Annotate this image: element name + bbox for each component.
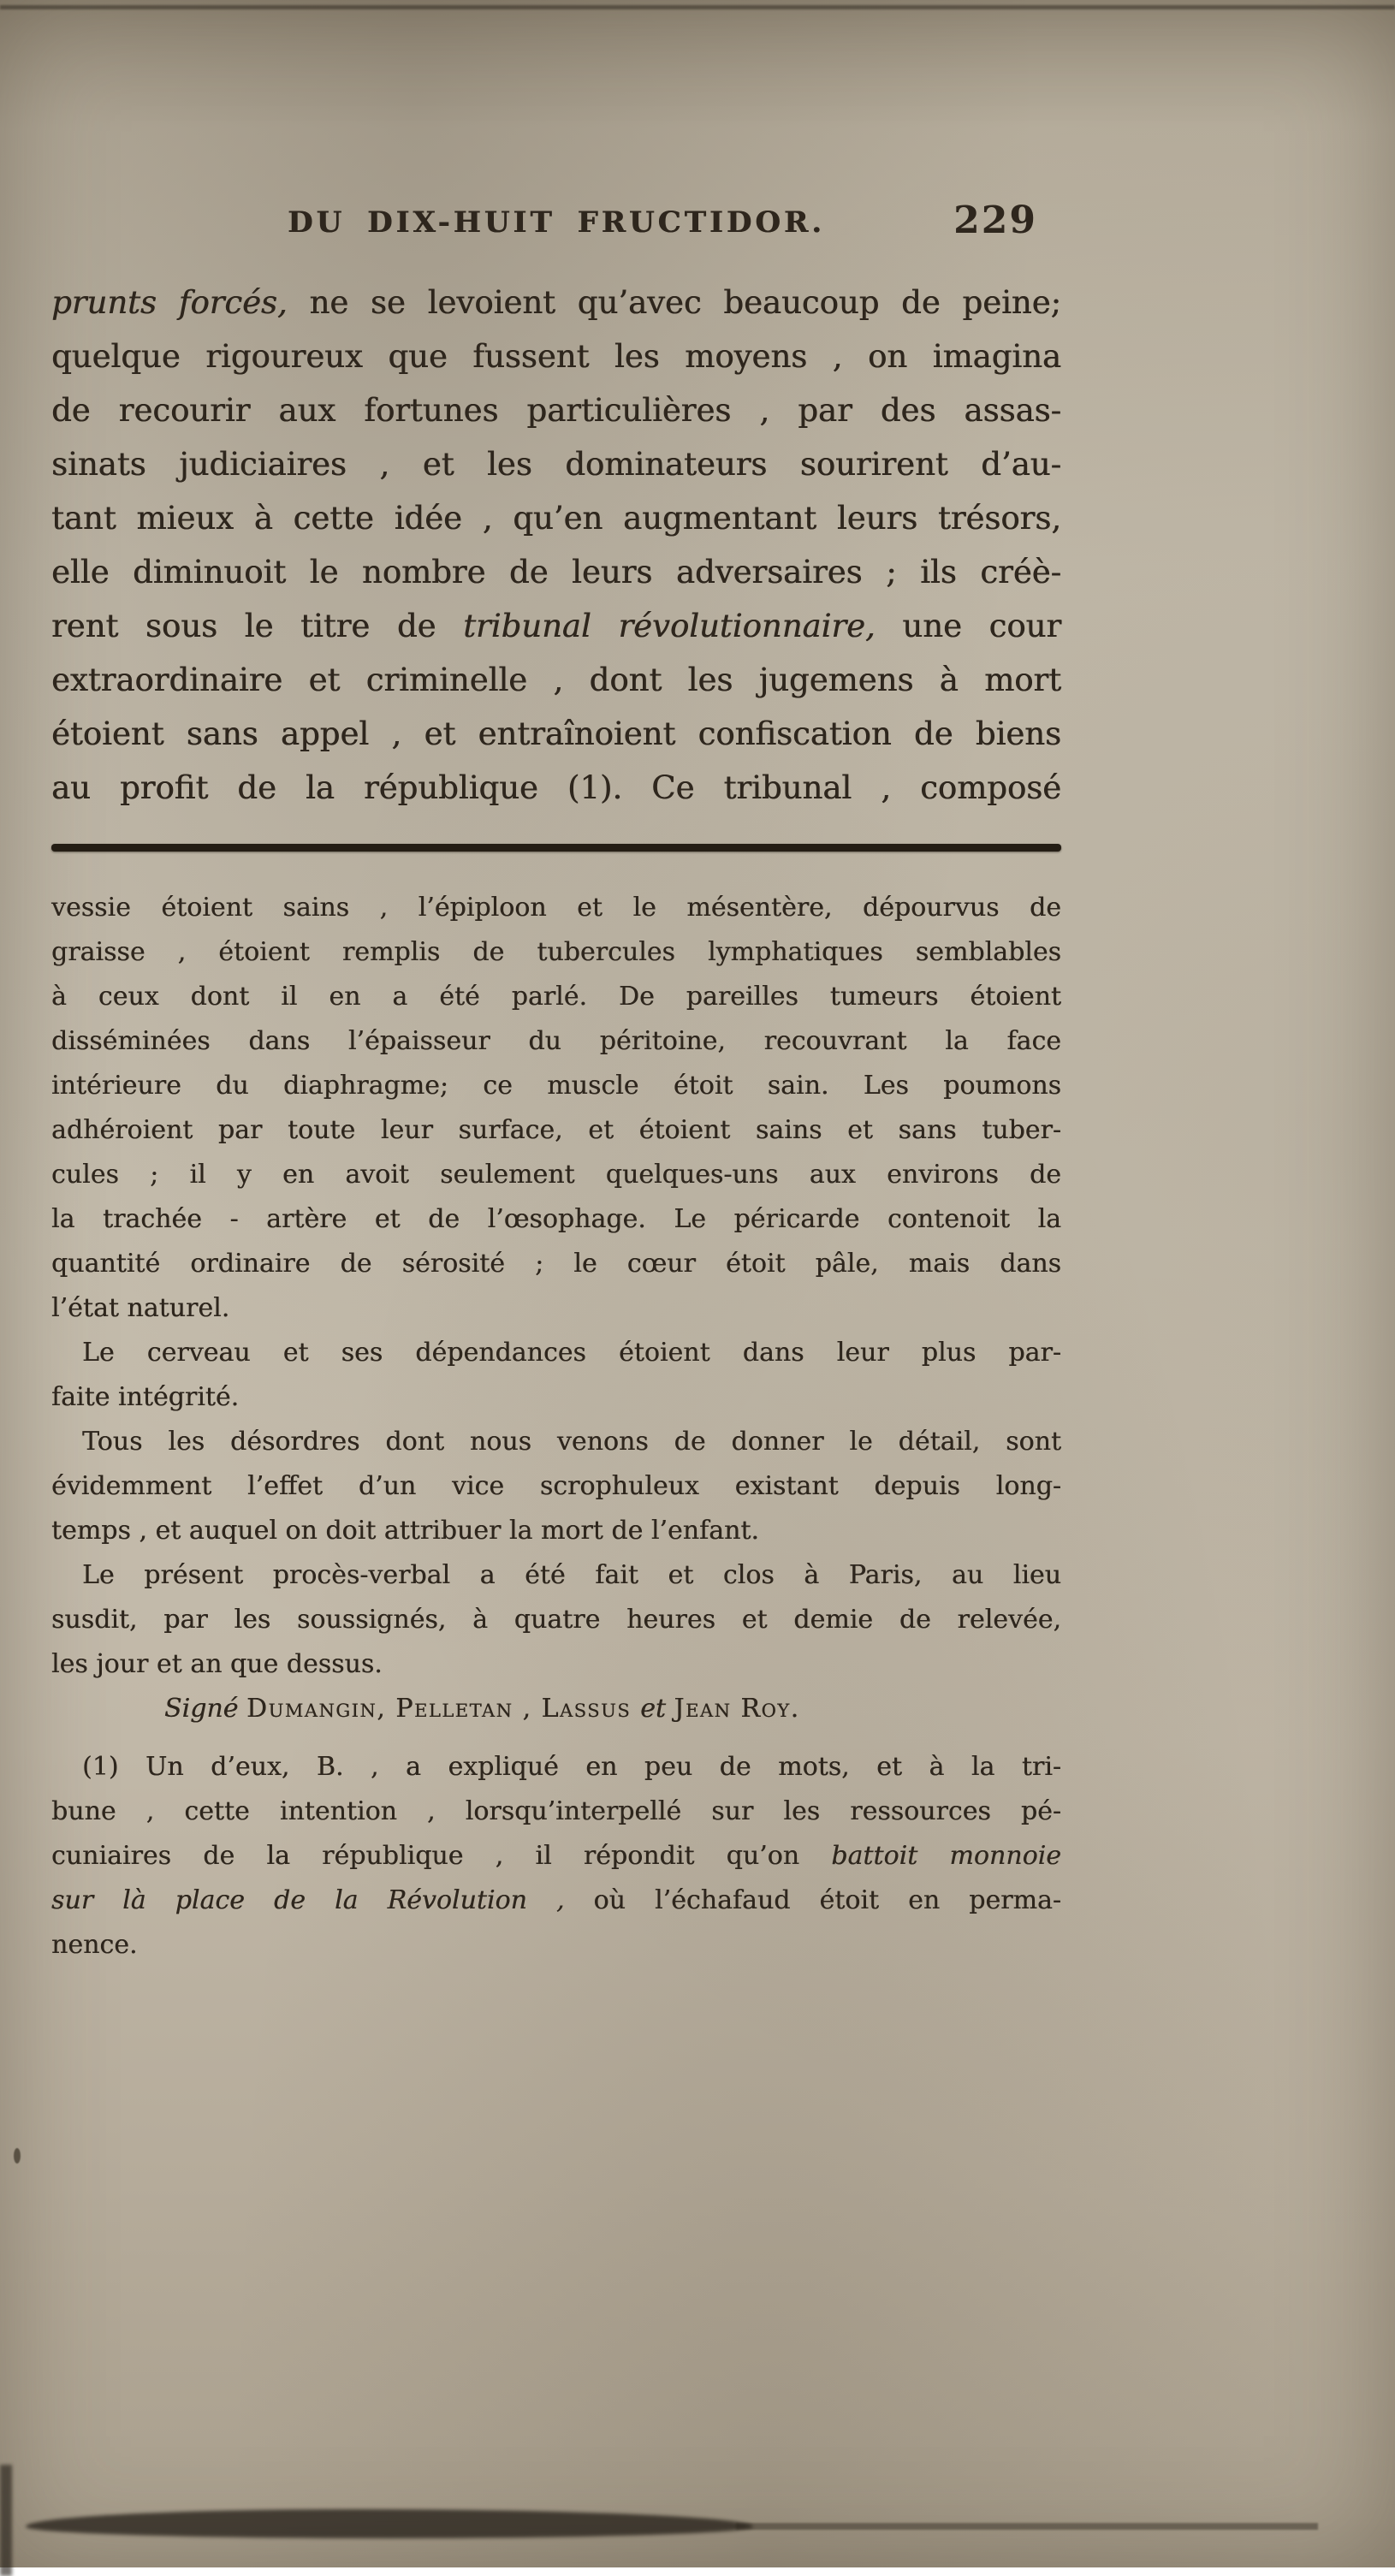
- text-segment: quantité ordinaire de sérosité ; le cœur étoit pâle, mais dans: [51, 1249, 1061, 1279]
- text-segment: faite intégrité.: [51, 1382, 240, 1412]
- text-segment: prunts forcés,: [51, 284, 288, 321]
- text-segment: et: [640, 1694, 674, 1724]
- page-header: [51, 199, 1061, 250]
- text-segment: où l’échafaud étoit en perma-: [564, 1885, 1061, 1915]
- text-segment: les jour et an que dessus.: [51, 1649, 383, 1679]
- text-segment: nence.: [51, 1930, 138, 1960]
- running-title: DU DIX-HUIT FRUCTIDOR.: [288, 205, 825, 240]
- text-line: [51, 491, 1061, 545]
- text-segment: quelque rigoureux que fussent les moyens , on imagina: [51, 338, 1061, 375]
- text-line: [51, 1509, 1061, 1553]
- text-segment: tribunal révolutionnaire,: [463, 608, 876, 644]
- footnote-text-block: [51, 886, 1061, 1968]
- text-segment: adhéroient par toute leur surface, et étoient sains et sans tuber-: [51, 1115, 1061, 1145]
- text-segment: étoient sans appel , et entraînoient confiscation de biens: [51, 715, 1061, 752]
- text-segment: Dumangin, Pelletan , Lassus: [246, 1694, 641, 1724]
- page-number: 229: [953, 199, 1037, 242]
- text-line: [51, 1197, 1061, 1242]
- text-segment: (1) Un d’eux, B. , a expliqué en peu de mots, et à la tri-: [82, 1752, 1061, 1782]
- text-line: [51, 1064, 1061, 1108]
- text-line: [51, 1153, 1061, 1197]
- text-segment: ne se levoient qu’avec beaucoup de peine;: [287, 284, 1061, 321]
- text-segment: au profit de la république (1). Ce tribunal , composé: [51, 769, 1061, 806]
- text-segment: elle diminuoit le nombre de leurs adversaires ; ils créè-: [51, 554, 1061, 591]
- text-line: [51, 1420, 1061, 1464]
- text-segment: tant mieux à cette idée , qu’en augmentant leurs trésors,: [51, 500, 1061, 537]
- text-line: [51, 1834, 1061, 1879]
- text-segment: temps , et auquel on doit attribuer la mort de l’enfant.: [51, 1516, 759, 1546]
- text-line: [51, 1879, 1061, 1923]
- text-line: [51, 1019, 1061, 1064]
- text-segment: évidemment l’effet d’un vice scrophuleux existant depuis long-: [51, 1471, 1061, 1501]
- text-column: [51, 199, 1062, 1968]
- text-segment: graisse , étoient remplis de tubercules lymphatiques semblables: [51, 937, 1061, 967]
- text-line: [51, 1923, 1061, 1968]
- text-segment: disséminées dans l’épaisseur du péritoine, recouvrant la face: [51, 1026, 1061, 1056]
- text-segment: intérieure du diaphragme; ce muscle étoit sain. Les poumons: [51, 1071, 1061, 1101]
- text-segment: une cour: [875, 608, 1062, 644]
- text-segment: cules ; il y en avoit seulement quelques-uns aux environs de: [51, 1160, 1061, 1190]
- text-line: [51, 1745, 1061, 1790]
- text-segment: de recourir aux fortunes particulières , par des assas-: [51, 392, 1061, 429]
- text-segment: battoit monnoie: [831, 1841, 1061, 1871]
- text-line: [51, 930, 1061, 975]
- text-line: [51, 1642, 1061, 1687]
- text-line: [51, 329, 1061, 383]
- text-segment: sinats judiciaires , et les dominateurs sourirent d’au-: [51, 446, 1061, 483]
- text-segment: rent sous le titre de: [51, 608, 464, 644]
- text-line: [51, 975, 1061, 1019]
- text-segment: Le présent procès-verbal a été fait et clos à Paris, au lieu: [82, 1560, 1061, 1590]
- text-line: [51, 1687, 1061, 1731]
- text-line: [51, 1242, 1061, 1286]
- footnote-separator-rule: [51, 844, 1061, 852]
- text-segment: vessie étoient sains , l’épiploon et le mésentère, dépourvus de: [51, 893, 1061, 923]
- text-segment: susdit, par les soussignés, à quatre heures et demie de relevée,: [51, 1605, 1061, 1635]
- text-line: [51, 1375, 1061, 1420]
- text-segment: cuniaires de la république , il répondit qu’on: [51, 1841, 832, 1871]
- text-line: [51, 1464, 1061, 1509]
- text-line: [51, 276, 1061, 329]
- text-segment: Le cerveau et ses dépendances étoient dans leur plus par-: [82, 1338, 1061, 1368]
- text-line: [51, 1331, 1061, 1375]
- text-line: [51, 383, 1061, 437]
- text-segment: la trachée - artère et de l’œsophage. Le péricarde contenoit la: [51, 1204, 1061, 1234]
- text-line: [51, 886, 1061, 930]
- text-line: [51, 707, 1061, 761]
- scan-artifact-margin-mark: [14, 2148, 21, 2163]
- text-segment: Signé: [164, 1694, 246, 1724]
- text-segment: Tous les désordres dont nous venons de donner le détail, sont: [82, 1427, 1061, 1457]
- scan-artifact-bottom-line: [736, 2523, 1318, 2530]
- text-segment: bune , cette intention , lorsqu’interpellé sur les ressources pé-: [51, 1796, 1061, 1826]
- text-line: [51, 545, 1061, 599]
- text-line: [51, 653, 1061, 707]
- text-segment: sur là place de la Révolution ,: [51, 1885, 565, 1915]
- text-segment: l’état naturel.: [51, 1293, 230, 1323]
- text-segment: extraordinaire et criminelle , dont les jugemens à mort: [51, 662, 1061, 698]
- scan-artifact-top-edge: [0, 5, 1395, 9]
- text-segment: à ceux dont il en a été parlé. De pareilles tumeurs étoient: [51, 982, 1061, 1012]
- main-text-block: [51, 276, 1061, 815]
- scan-artifact-left-smudge: [0, 2465, 12, 2576]
- text-line: [51, 761, 1061, 815]
- text-segment: Jean Roy.: [674, 1694, 800, 1724]
- text-line: [51, 1286, 1061, 1331]
- text-line: [51, 437, 1061, 491]
- scan-artifact-bottom-band: [26, 2509, 753, 2538]
- text-line: [51, 1553, 1061, 1598]
- text-line: [51, 1598, 1061, 1642]
- text-line: [51, 1108, 1061, 1153]
- text-line: [51, 599, 1061, 653]
- text-line: [51, 1790, 1061, 1834]
